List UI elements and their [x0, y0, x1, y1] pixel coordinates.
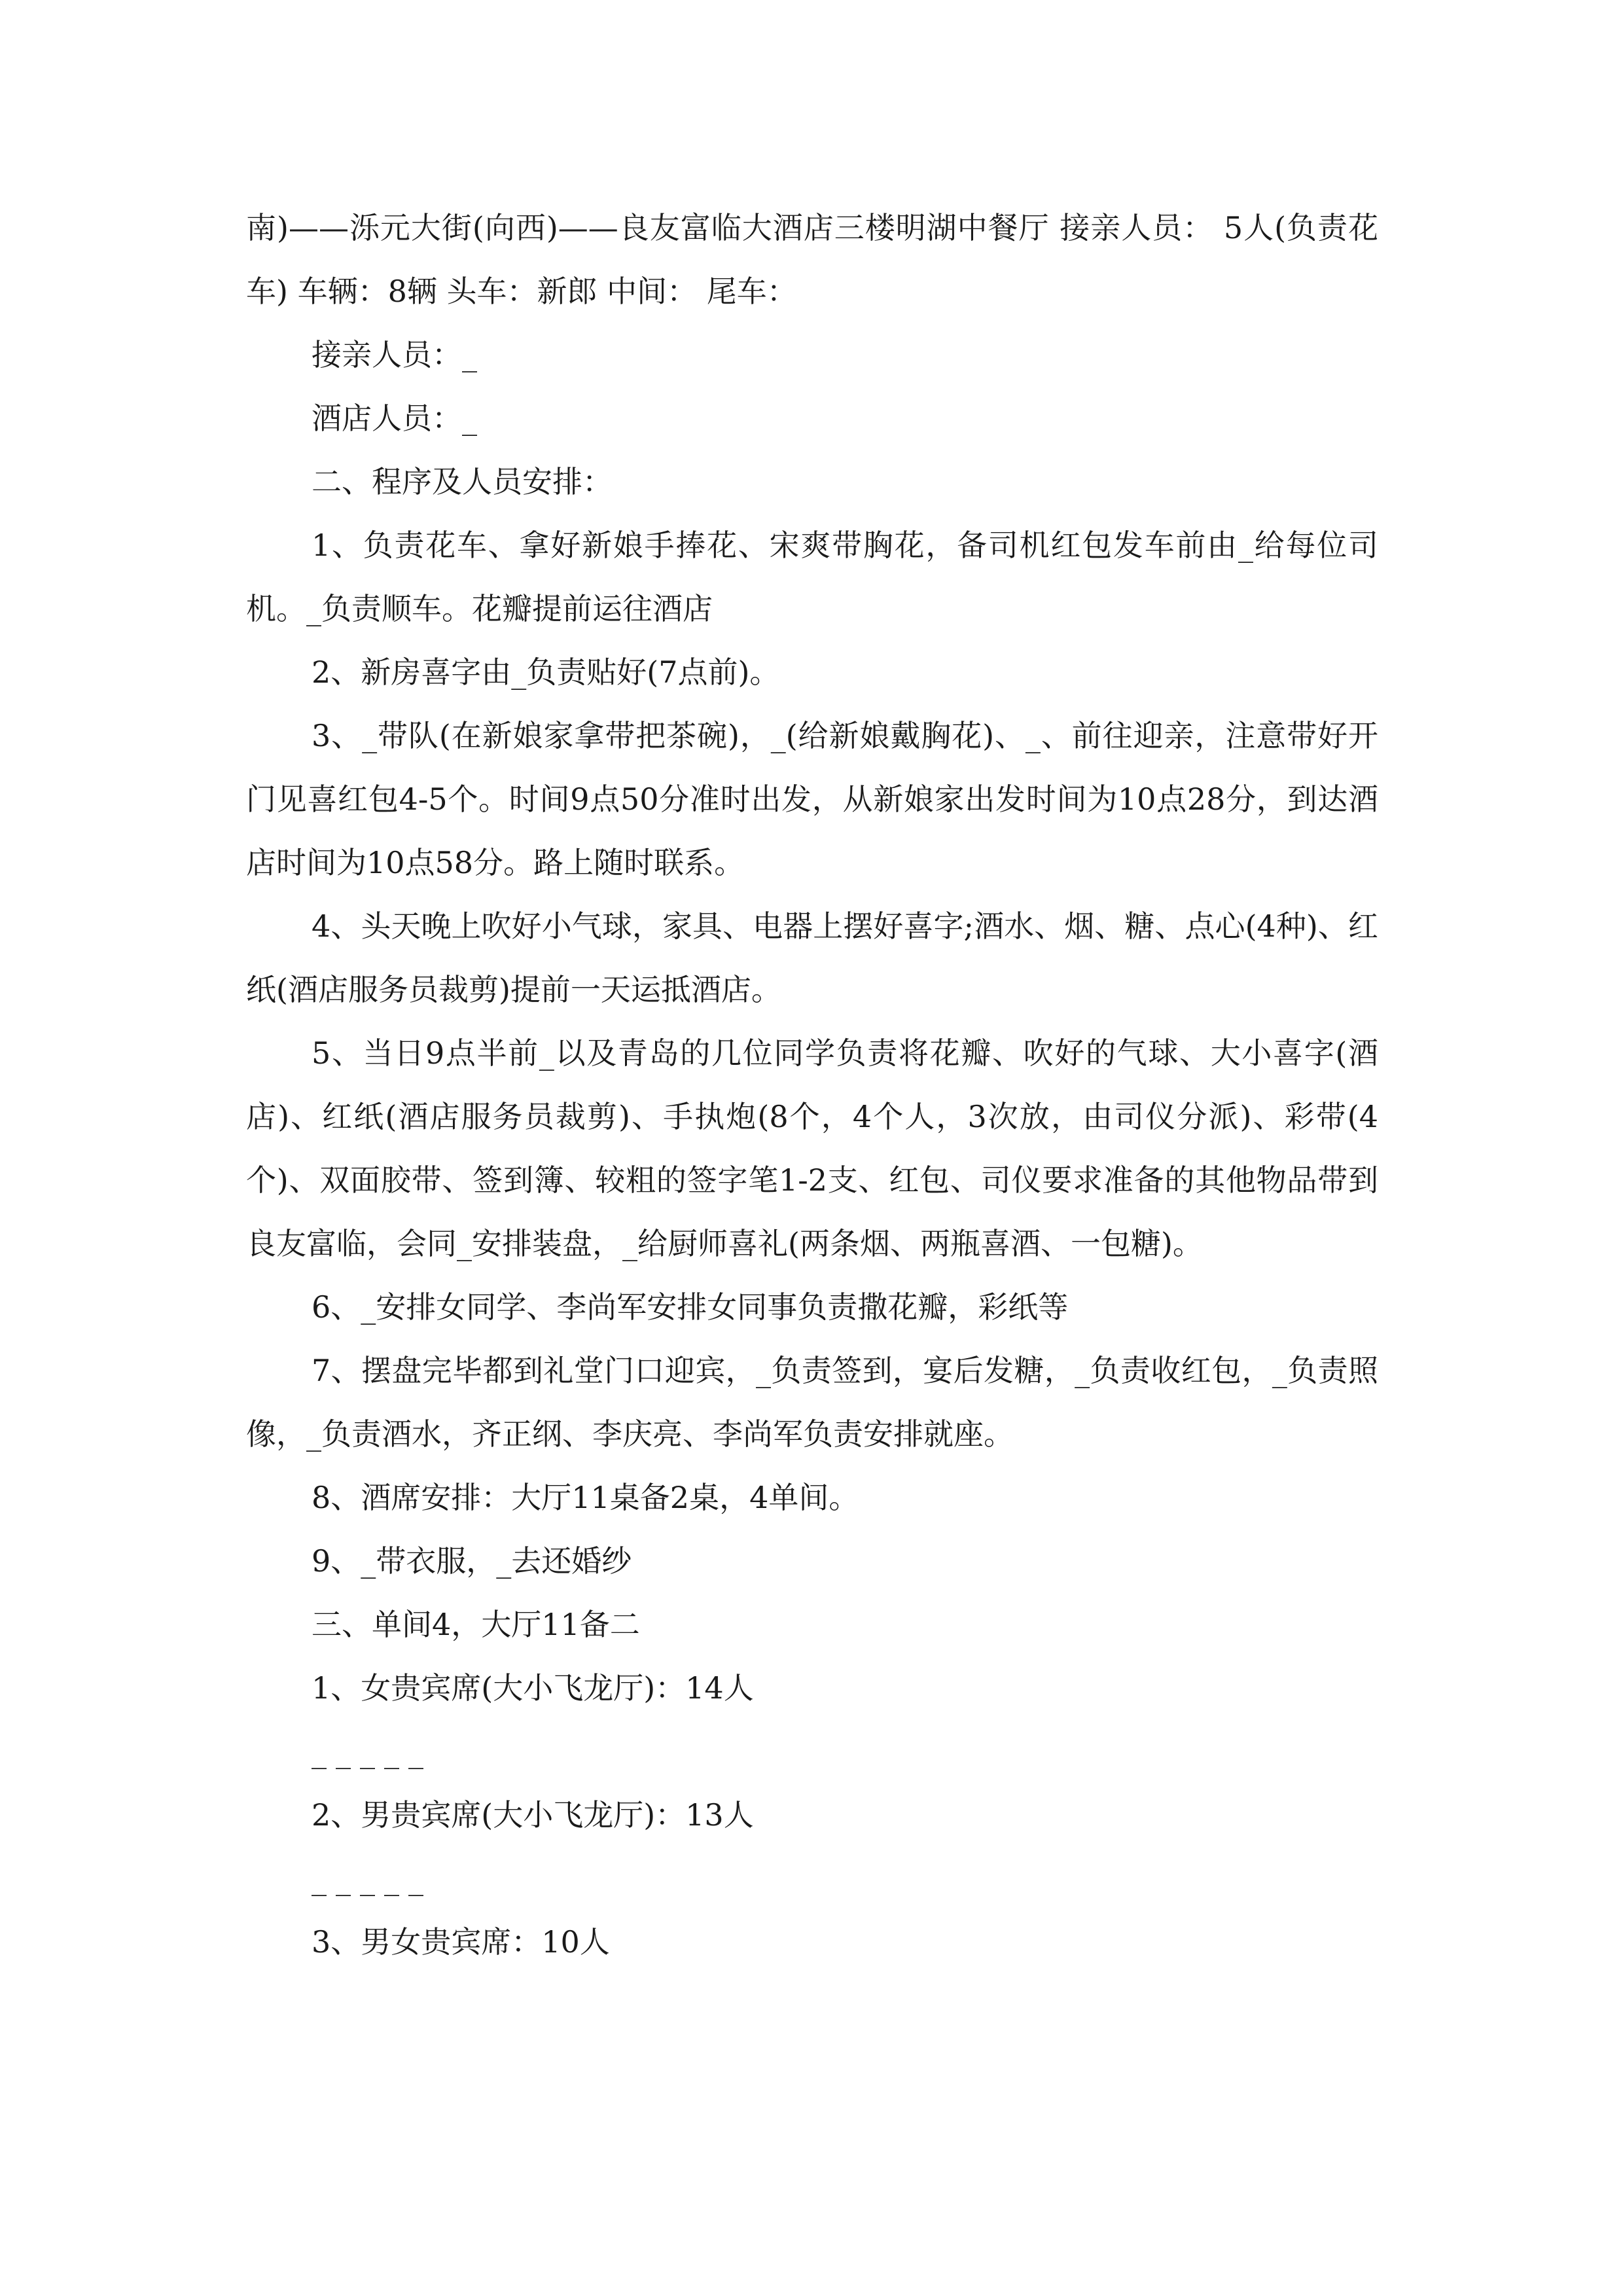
seating-item-2: 2、男贵宾席(大小飞龙厅)：13人: [312, 1797, 754, 1833]
blank-line-2: _____: [312, 1861, 433, 1896]
list-item-3: 3、_带队(在新娘家拿带把茶碗)，_(给新娘戴胸花)、_、前往迎亲，注意带好开门见喜红包4-5个。时间9点50分准时出发，从新娘家出发时间为10点28分，到达酒店时间为10点58分。路上随时联系。: [246, 718, 1378, 880]
list-item-2: 2、新房喜字由_负责贴好(7点前)。: [312, 655, 780, 690]
list-item-4: 4、头天晚上吹好小气球，家具、电器上摆好喜字;酒水、烟、糖、点心(4种)、红纸(酒店服务员裁剪)提前一天运抵酒店。: [246, 908, 1378, 1007]
list-item-7: 7、摆盘完毕都到礼堂门口迎宾，_负责签到，宴后发糖，_负责收红包，_负责照像，_负责酒水，齐正纲、李庆亮、李尚军负责安排就座。: [246, 1353, 1378, 1452]
paragraph-hotel-staff: 酒店人员：_: [312, 401, 477, 436]
document-body: [246, 196, 1378, 1974]
seating-item-3: 3、男女贵宾席：10人: [312, 1924, 610, 1960]
blank-line-1: _____: [312, 1734, 433, 1769]
paragraph-pickup-staff: 接亲人员：_: [312, 337, 477, 372]
seating-item-1: 1、女贵宾席(大小飞龙厅)：14人: [312, 1670, 754, 1706]
section-heading-procedure: 二、程序及人员安排：: [312, 464, 613, 499]
paragraph-route: 南)——泺元大街(向西)——良友富临大酒店三楼明湖中餐厅 接亲人员： 5人(负责花车) 车辆：8辆 头车：新郎 中间： 尾车：: [246, 210, 1378, 309]
list-item-9: 9、_带衣服，_去还婚纱: [312, 1543, 632, 1579]
list-item-6: 6、_安排女同学、李尚军安排女同事负责撒花瓣，彩纸等: [312, 1289, 1069, 1325]
list-item-1: 1、负责花车、拿好新娘手捧花、宋爽带胸花，备司机红包发车前由_给每位司机。_负责顺车。花瓣提前运往酒店: [246, 528, 1378, 626]
list-item-5: 5、当日9点半前_以及青岛的几位同学负责将花瓣、吹好的气球、大小喜字(酒店)、红纸(酒店服务员裁剪)、手执炮(8个，4个人，3次放，由司仪分派)、彩带(4个)、双面胶带、签到簿、较粗的签字笔1-2支、红包、司仪要求准备的其他物品带到良友富临，会同_安排装盘，_给厨师喜礼(两条烟、两瓶喜酒、一包糖)。: [246, 1035, 1378, 1261]
section-heading-seating: 三、单间4，大厅11备二: [312, 1607, 640, 1642]
list-item-8: 8、酒席安排：大厅11桌备2桌，4单间。: [312, 1480, 859, 1515]
